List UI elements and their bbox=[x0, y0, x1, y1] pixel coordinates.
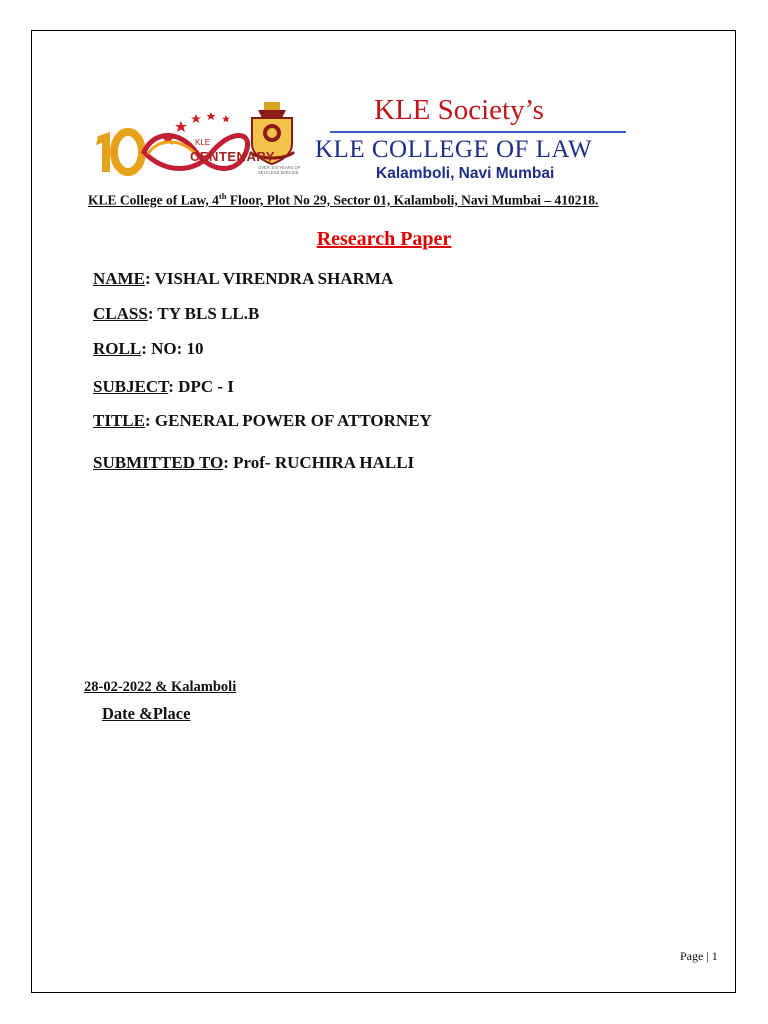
college-name: KLE COLLEGE OF LAW bbox=[315, 136, 593, 163]
date-place-label: Date &Place bbox=[102, 704, 191, 723]
star-icon bbox=[175, 121, 187, 132]
centenary-subtext: OVER 100 YEARS OF SELFLESS SERVICE bbox=[258, 165, 301, 175]
society-name: KLE Society’s bbox=[374, 94, 544, 126]
document-title: Research Paper bbox=[316, 228, 452, 250]
field-roll: ROLL: NO: 10 bbox=[93, 339, 204, 358]
field-subject: SUBJECT: DPC - I bbox=[93, 377, 234, 396]
centenary-kle-text: KLE bbox=[195, 138, 211, 147]
star-icon bbox=[191, 114, 201, 123]
field-class: CLASS: TY BLS LL.B bbox=[93, 304, 260, 323]
star-icon bbox=[207, 112, 216, 120]
page-number: Page | 1 bbox=[680, 949, 718, 963]
date-place-value: 28-02-2022 & Kalamboli bbox=[84, 679, 237, 695]
header-rule bbox=[330, 131, 626, 133]
college-address: KLE College of Law, 4th Floor, Plot No 29, Sector 01, Kalamboli, Navi Mumbai – 410218. bbox=[88, 191, 599, 208]
field-submitted-to: SUBMITTED TO: Prof- RUCHIRA HALLI bbox=[93, 453, 415, 472]
field-name: NAME: VISHAL VIRENDRA SHARMA bbox=[93, 269, 394, 288]
star-icon bbox=[222, 115, 230, 123]
campus-location: Kalamboli, Navi Mumbai bbox=[376, 165, 555, 182]
centenary-text: CENTENARY bbox=[190, 149, 275, 164]
field-title: TITLE: GENERAL POWER OF ATTORNEY bbox=[93, 411, 432, 430]
